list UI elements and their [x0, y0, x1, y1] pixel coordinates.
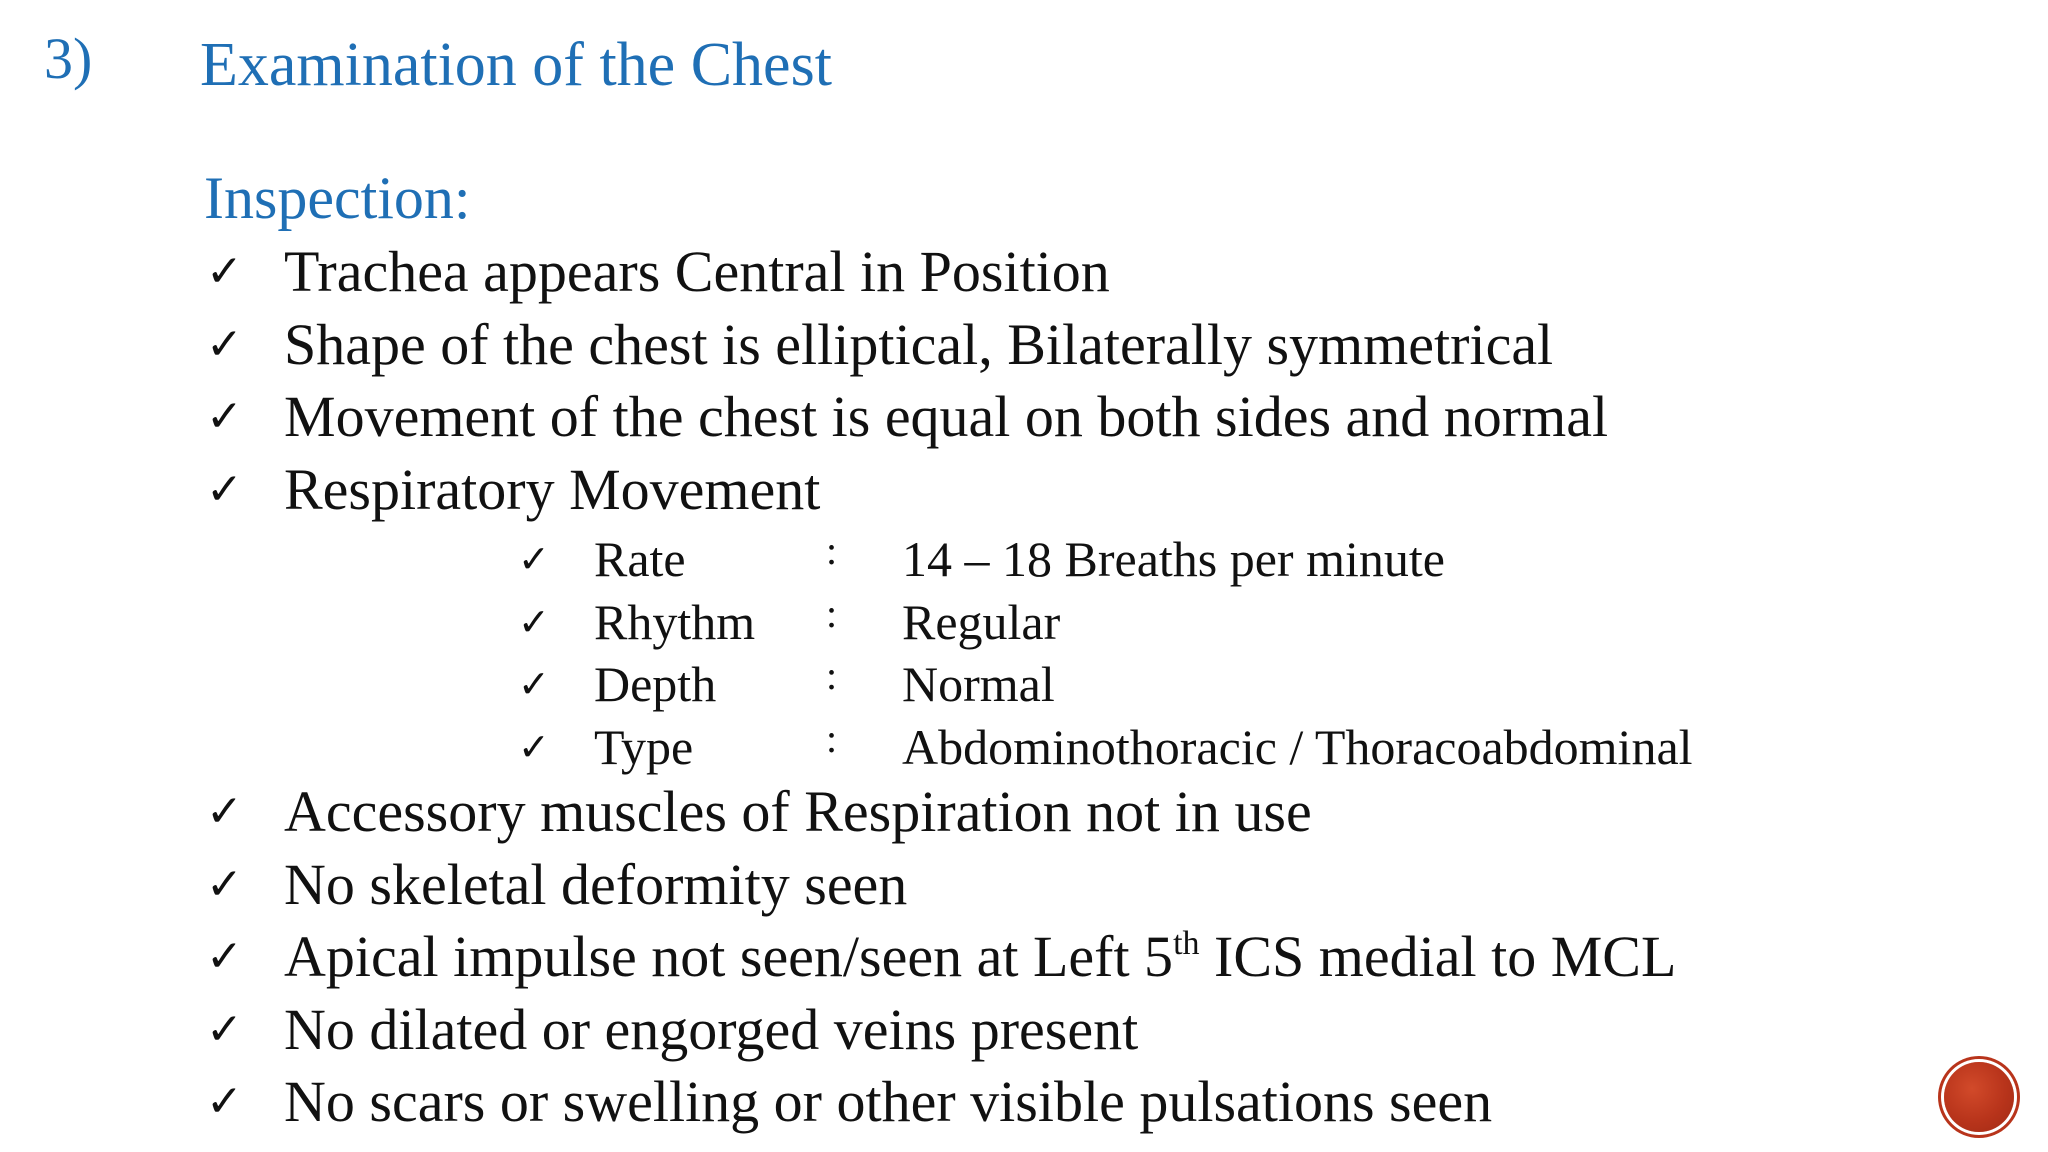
respiratory-colon: : [826, 590, 838, 636]
slide-nav-button[interactable] [1944, 1062, 2014, 1132]
checkmark-icon: ✓ [518, 599, 550, 644]
respiratory-colon: : [826, 528, 838, 574]
respiratory-row-rate [518, 528, 1693, 591]
list-item-text: No skeletal deformity seen [284, 851, 908, 917]
checkmark-icon: ✓ [518, 724, 550, 769]
respiratory-label: Depth [594, 656, 717, 713]
respiratory-value: Regular [902, 593, 1061, 650]
checkmark-icon: ✓ [206, 786, 243, 838]
list-item-text: No scars or swelling or other visible pulsations seen [284, 1069, 1493, 1135]
list-item [206, 776, 1676, 849]
checkmark-icon: ✓ [206, 858, 243, 910]
list-item [206, 994, 1676, 1067]
respiratory-row-type [518, 716, 1693, 779]
respiratory-label: Rhythm [594, 593, 756, 650]
checkmark-icon: ✓ [206, 931, 243, 983]
inspection-list-bottom [206, 776, 1676, 1139]
respiratory-label: Rate [594, 531, 686, 588]
checkmark-icon: ✓ [206, 318, 243, 370]
respiratory-value: Abdominothoracic / Thoracoabdominal [902, 718, 1693, 775]
respiratory-row-rhythm [518, 591, 1693, 654]
list-item-text: Accessory muscles of Respiration not in use [284, 779, 1312, 845]
respiratory-row-depth [518, 653, 1693, 716]
respiratory-label: Type [594, 718, 694, 775]
checkmark-icon: ✓ [206, 1003, 243, 1055]
list-item-text: Respiratory Movement [284, 456, 821, 522]
inspection-list-top [206, 236, 1608, 526]
checkmark-icon: ✓ [206, 463, 243, 515]
respiratory-colon: : [826, 653, 838, 699]
checkmark-icon: ✓ [206, 391, 243, 443]
list-item [206, 921, 1676, 994]
respiratory-value: Normal [902, 656, 1055, 713]
apical-impulse-text-before: Apical impulse not seen/seen at Left 5 [284, 924, 1174, 990]
list-item [206, 381, 1608, 454]
list-item-text: Movement of the chest is equal on both sides and normal [284, 384, 1609, 450]
apical-impulse-text-after: ICS medial to MCL [1199, 924, 1677, 990]
respiratory-colon: : [826, 715, 838, 761]
checkmark-icon: ✓ [518, 537, 550, 582]
list-item-text [284, 924, 1677, 990]
respiratory-value: 14 – 18 Breaths per minute [902, 531, 1445, 588]
list-item [206, 236, 1608, 309]
checkmark-icon: ✓ [206, 246, 243, 298]
checkmark-icon: ✓ [206, 1076, 243, 1128]
list-item [206, 454, 1608, 527]
list-item [206, 309, 1608, 382]
list-item-text: No dilated or engorged veins present [284, 996, 1139, 1062]
checkmark-icon: ✓ [518, 662, 550, 707]
respiratory-movement-list [518, 528, 1693, 778]
list-item-text: Trachea appears Central in Position [284, 239, 1110, 305]
list-item [206, 1066, 1676, 1139]
ordinal-suffix: th [1173, 925, 1200, 963]
slide-title: Examination of the Chest [200, 31, 832, 99]
list-item [206, 849, 1676, 922]
list-item-text: Shape of the chest is elliptical, Bilaterally symmetrical [284, 311, 1554, 377]
section-heading-inspection: Inspection: [204, 165, 471, 231]
slide-number: 3) [44, 26, 93, 91]
